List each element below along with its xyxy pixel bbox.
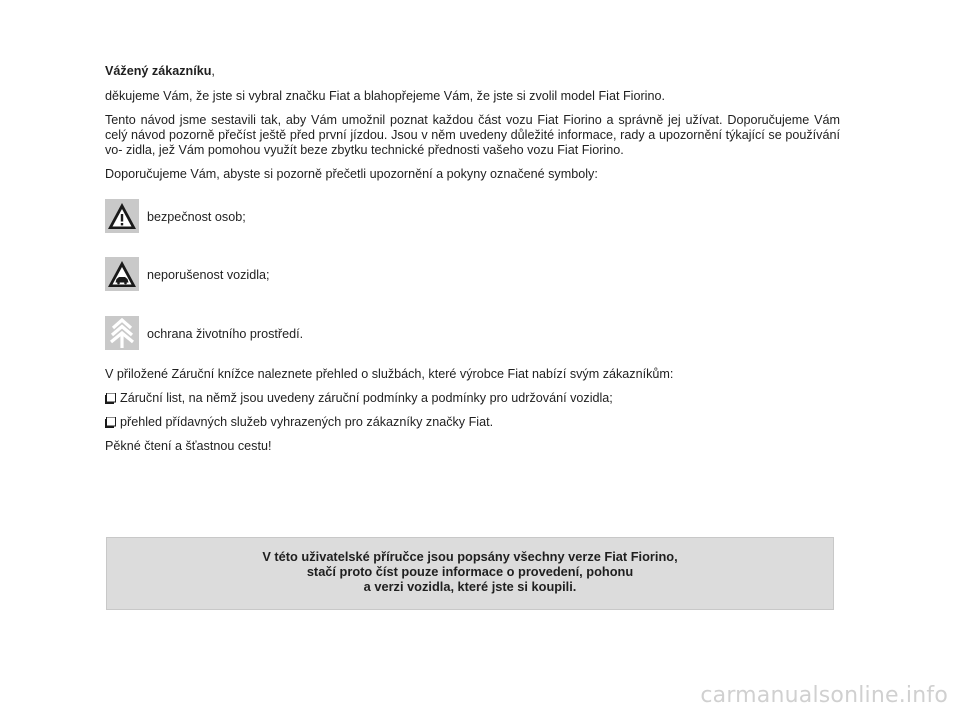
- notice-line: a verzi vozidla, které jste si koupili.: [363, 579, 577, 594]
- tree-environment-icon: [105, 316, 139, 350]
- warranty-item: [105, 391, 840, 406]
- symbol-label-environment: ochrana životního prostředí.: [147, 326, 304, 341]
- symbol-label-safety: bezpečnost osob;: [147, 209, 246, 224]
- notice-line: stačí proto číst pouze informace o provedení, pohonu: [306, 564, 634, 579]
- symbol-row-safety: [105, 199, 840, 233]
- notice-line: V této uživatelské příručce jsou popsány všechny verze Fiat Fiorino,: [262, 549, 678, 564]
- thanks-paragraph: děkujeme Vám, že jste si vybral značku Fiat a blahopřejeme Vám, že jste si zvolil model Fiat Fiorino.: [105, 89, 665, 103]
- watermark: carmanualsonline.info: [700, 683, 948, 708]
- symbol-row-environment: [105, 316, 840, 350]
- symbol-row-vehicle: [105, 257, 840, 291]
- warranty-intro: V přiložené Záruční knížce naleznete přehled o službách, které výrobce Fiat nabízí svým zákazníkům:: [105, 367, 674, 381]
- manual-page: [105, 64, 840, 463]
- greeting-bold: Vážený zákazníku: [105, 64, 212, 78]
- warranty-item-text: přehled přídavných služeb vyhrazených pro zákazníky značky Fiat.: [120, 415, 494, 429]
- recommend-paragraph: Doporučujeme Vám, abyste si pozorně přečetli upozornění a pokyny označené symboly:: [105, 167, 598, 181]
- manual-paragraph: Tento návod jsme sestavili tak, aby Vám umožnil poznat každou část vozu Fiat Fiorino a správně jej užívat. Doporučujeme Vám celý návod pozorně přečíst ještě před první jízdou. Jsou v něm uvedeny důležité informace, rady a upozornění týkající se používání vo- zidla, jež Vám pomohou využít beze zbytku technické přednosti vašeho vozu Fiat Fiorino.: [105, 113, 840, 157]
- checkbox-bullet-icon: [105, 393, 116, 404]
- greeting: [105, 64, 840, 79]
- symbol-label-vehicle: neporušenost vozidla;: [147, 267, 270, 282]
- checkbox-bullet-icon: [105, 417, 116, 428]
- notice-box: [106, 537, 834, 610]
- car-triangle-icon: [105, 257, 139, 291]
- warning-triangle-icon: [105, 199, 139, 233]
- greeting-comma: ,: [211, 64, 215, 78]
- closing-line: Pěkné čtení a šťastnou cestu!: [105, 439, 272, 453]
- warranty-item: [105, 415, 840, 430]
- warranty-item-text: Záruční list, na němž jsou uvedeny záruční podmínky a podmínky pro udržování vozidla;: [120, 391, 613, 405]
